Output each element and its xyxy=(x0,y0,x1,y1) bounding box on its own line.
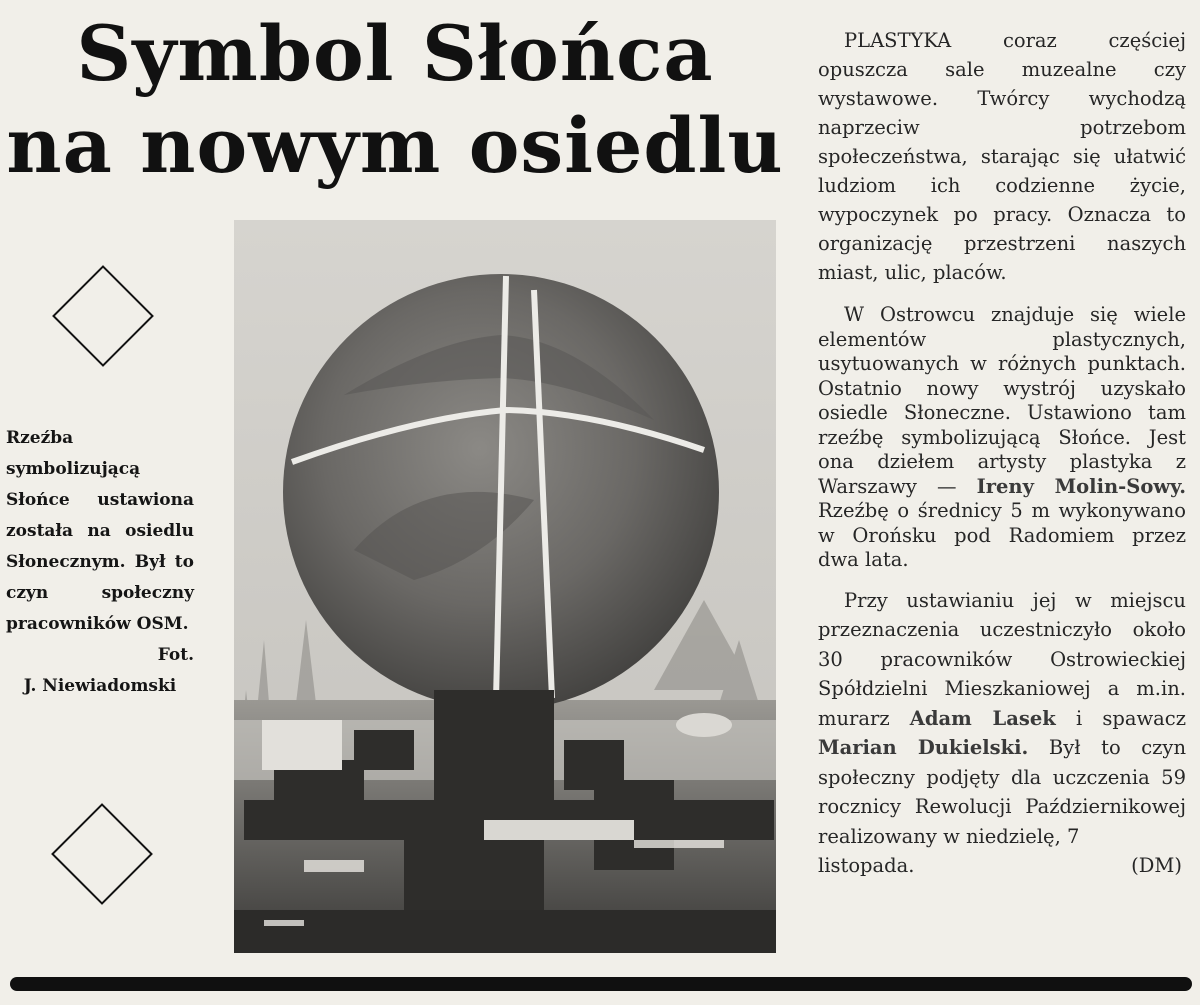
sculpture-photo-image xyxy=(234,220,776,953)
diamond-ornament-bottom xyxy=(51,803,153,905)
article-paragraph-3-text-a: Przy ustawianiu jej w miejscu przeznaczenia uczestniczyło około 30 pracowników Ostrowieckiej Spółdzielni Mieszkaniowej a m.in. murarz xyxy=(818,588,1186,730)
artist-name: Ireny Molin-Sowy. xyxy=(976,474,1187,498)
credit-name: J. Niewiadomski xyxy=(23,676,177,696)
photo-credit xyxy=(6,640,194,702)
diamond-ornament-top xyxy=(52,265,154,367)
article-paragraph-3-text-b: i spawacz xyxy=(1075,706,1186,730)
bottom-rule xyxy=(10,977,1192,991)
article-last-line xyxy=(818,851,1186,881)
author-signature: (DM) xyxy=(1131,854,1182,877)
article-paragraph-1: PLASTYKA coraz częściej opuszcza sale muzealne czy wystawowe. Twórcy wychodzą naprzeciw potrzebom społeczeństwa, starając się ułatwić ludziom ich codzienne życie, wypoczynek po pracy. Oznacza to organizację przestrzeni naszych miast, ulic, placów. xyxy=(818,29,1186,284)
headline-line-2: na nowym osiedlu xyxy=(6,101,784,190)
photo-caption xyxy=(6,423,194,702)
headline xyxy=(0,8,790,192)
worker-name-1: Adam Lasek xyxy=(909,706,1056,730)
headline-line-1: Symbol Słońca xyxy=(76,9,714,98)
sculpture-photo xyxy=(234,220,776,953)
article-paragraph-3 xyxy=(818,586,1186,852)
article-paragraph-2-text-a: W Ostrowcu znajduje się wiele elementów plastycznych, usytuowanych w różnych punktach. Ostatnio nowy wystrój uzyskało osiedle Słoneczne. Ustawiono tam rzeźbę symbolizującą Słońce. Jest ona dziełem artysty plastyka z Warszawy — xyxy=(818,303,1186,498)
caption-text: Rzeźba symbolizującą Słońce ustawiona została na osiedlu Słonecznym. Był to czyn społeczny pracowników OSM. xyxy=(6,428,194,634)
article-paragraph-2-text-b: Rzeźbę o średnicy 5 m wykonywano w Orońsku pod Radomiem przez dwa lata. xyxy=(818,499,1186,571)
worker-name-2: Marian Dukielski. xyxy=(818,736,1029,759)
credit-label: Fot. xyxy=(157,645,194,665)
article-body xyxy=(818,26,1186,881)
article-paragraph-2 xyxy=(818,303,1186,573)
article-last-word: listopada. xyxy=(818,854,915,877)
article-paragraph-3-text-c: Był to czyn społeczny podjęty dla uczczenia 59 rocznicy Rewolucji Październikowej realizowany w niedzielę, 7 xyxy=(818,736,1186,848)
